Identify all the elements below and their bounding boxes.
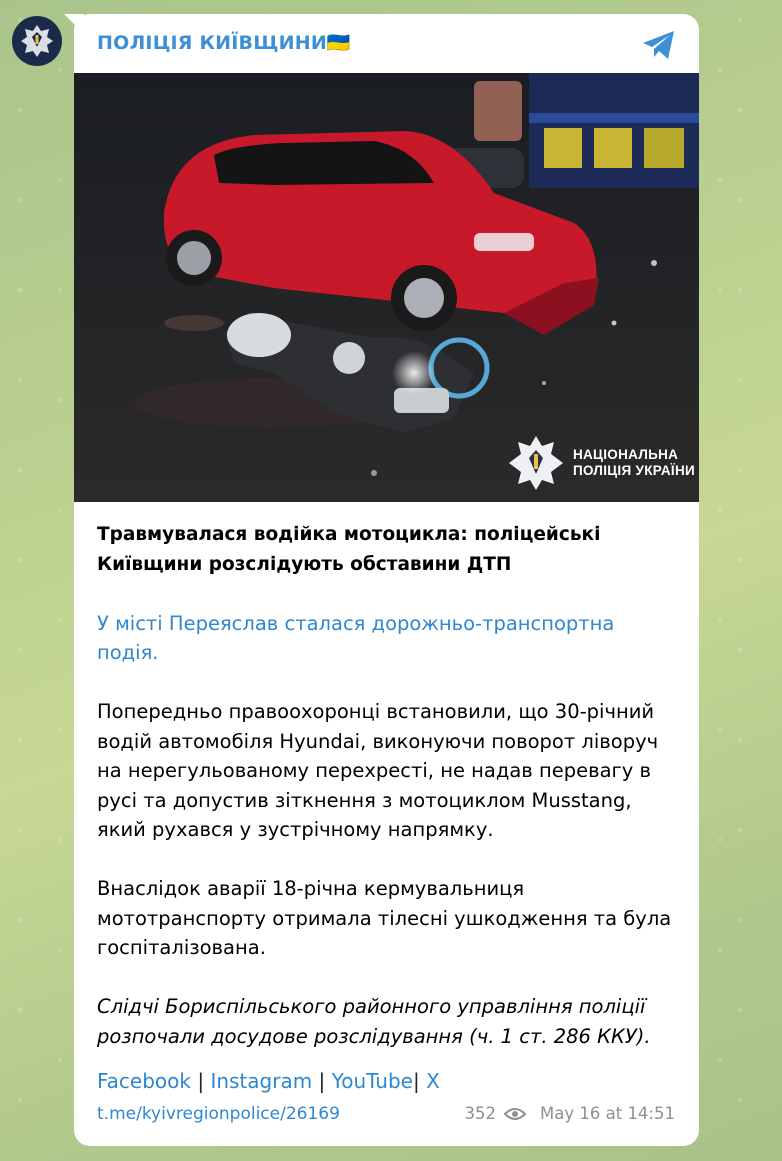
separator: |	[412, 1069, 427, 1093]
channel-title[interactable]: ПОЛІЦІЯ КИЇВЩИНИ🇺🇦	[97, 32, 351, 54]
instagram-link[interactable]: Instagram	[210, 1069, 313, 1093]
post-permalink[interactable]: t.me/kyivregionpolice/26169	[97, 1104, 340, 1124]
x-link[interactable]: X	[426, 1069, 440, 1093]
police-badge-icon	[507, 434, 565, 492]
message-bubble	[74, 14, 699, 1146]
post-date: May 16 at 14:51	[540, 1104, 675, 1123]
post-photo[interactable]	[74, 73, 699, 502]
view-count: 352	[464, 1104, 497, 1123]
youtube-link[interactable]: YouTube	[331, 1069, 413, 1093]
post-text	[97, 520, 682, 1081]
post-meta	[465, 1104, 675, 1123]
post-lead-link[interactable]: У місті Переяслав сталася дорожньо-транспортна подія.	[97, 611, 615, 664]
channel-avatar[interactable]	[12, 16, 62, 66]
post-paragraph-2: Внаслідок аварії 18-річна кермувальниця мототранспорту отримала тілесні ушкодження та була госпіталізована.	[97, 877, 672, 959]
watermark-line1: НАЦІОНАЛЬНА	[572, 447, 679, 462]
post-paragraph-1: Попередньо правоохоронці встановили, що 30-річний водій автомобіля Hyundai, виконуючи поворот ліворуч на нерегульованому перехресті, не надав перевагу в русі та допустив зіткнення з мотоциклом Musstang, який рухався у зустрічному напрямку.	[97, 700, 659, 841]
social-links	[97, 1066, 440, 1096]
post-headline: Травмувалася водійка мотоцикла: поліцейські Київщини розслідують обставини ДТП	[97, 524, 601, 575]
post-paragraph-3: Слідчі Бориспільського районного управління поліції розпочали досудове розслідування (ч. 1 ст. 286 ККУ).	[97, 995, 651, 1048]
watermark-line2: ПОЛІЦІЯ УКРАЇНИ	[572, 463, 695, 478]
separator: |	[190, 1069, 211, 1093]
police-emblem-icon	[19, 23, 55, 59]
telegram-share-icon	[641, 29, 677, 61]
eye-icon	[504, 1107, 526, 1121]
photo-watermark	[507, 434, 695, 492]
facebook-link[interactable]: Facebook	[97, 1069, 191, 1093]
share-button[interactable]	[639, 28, 679, 62]
separator: |	[312, 1069, 332, 1093]
